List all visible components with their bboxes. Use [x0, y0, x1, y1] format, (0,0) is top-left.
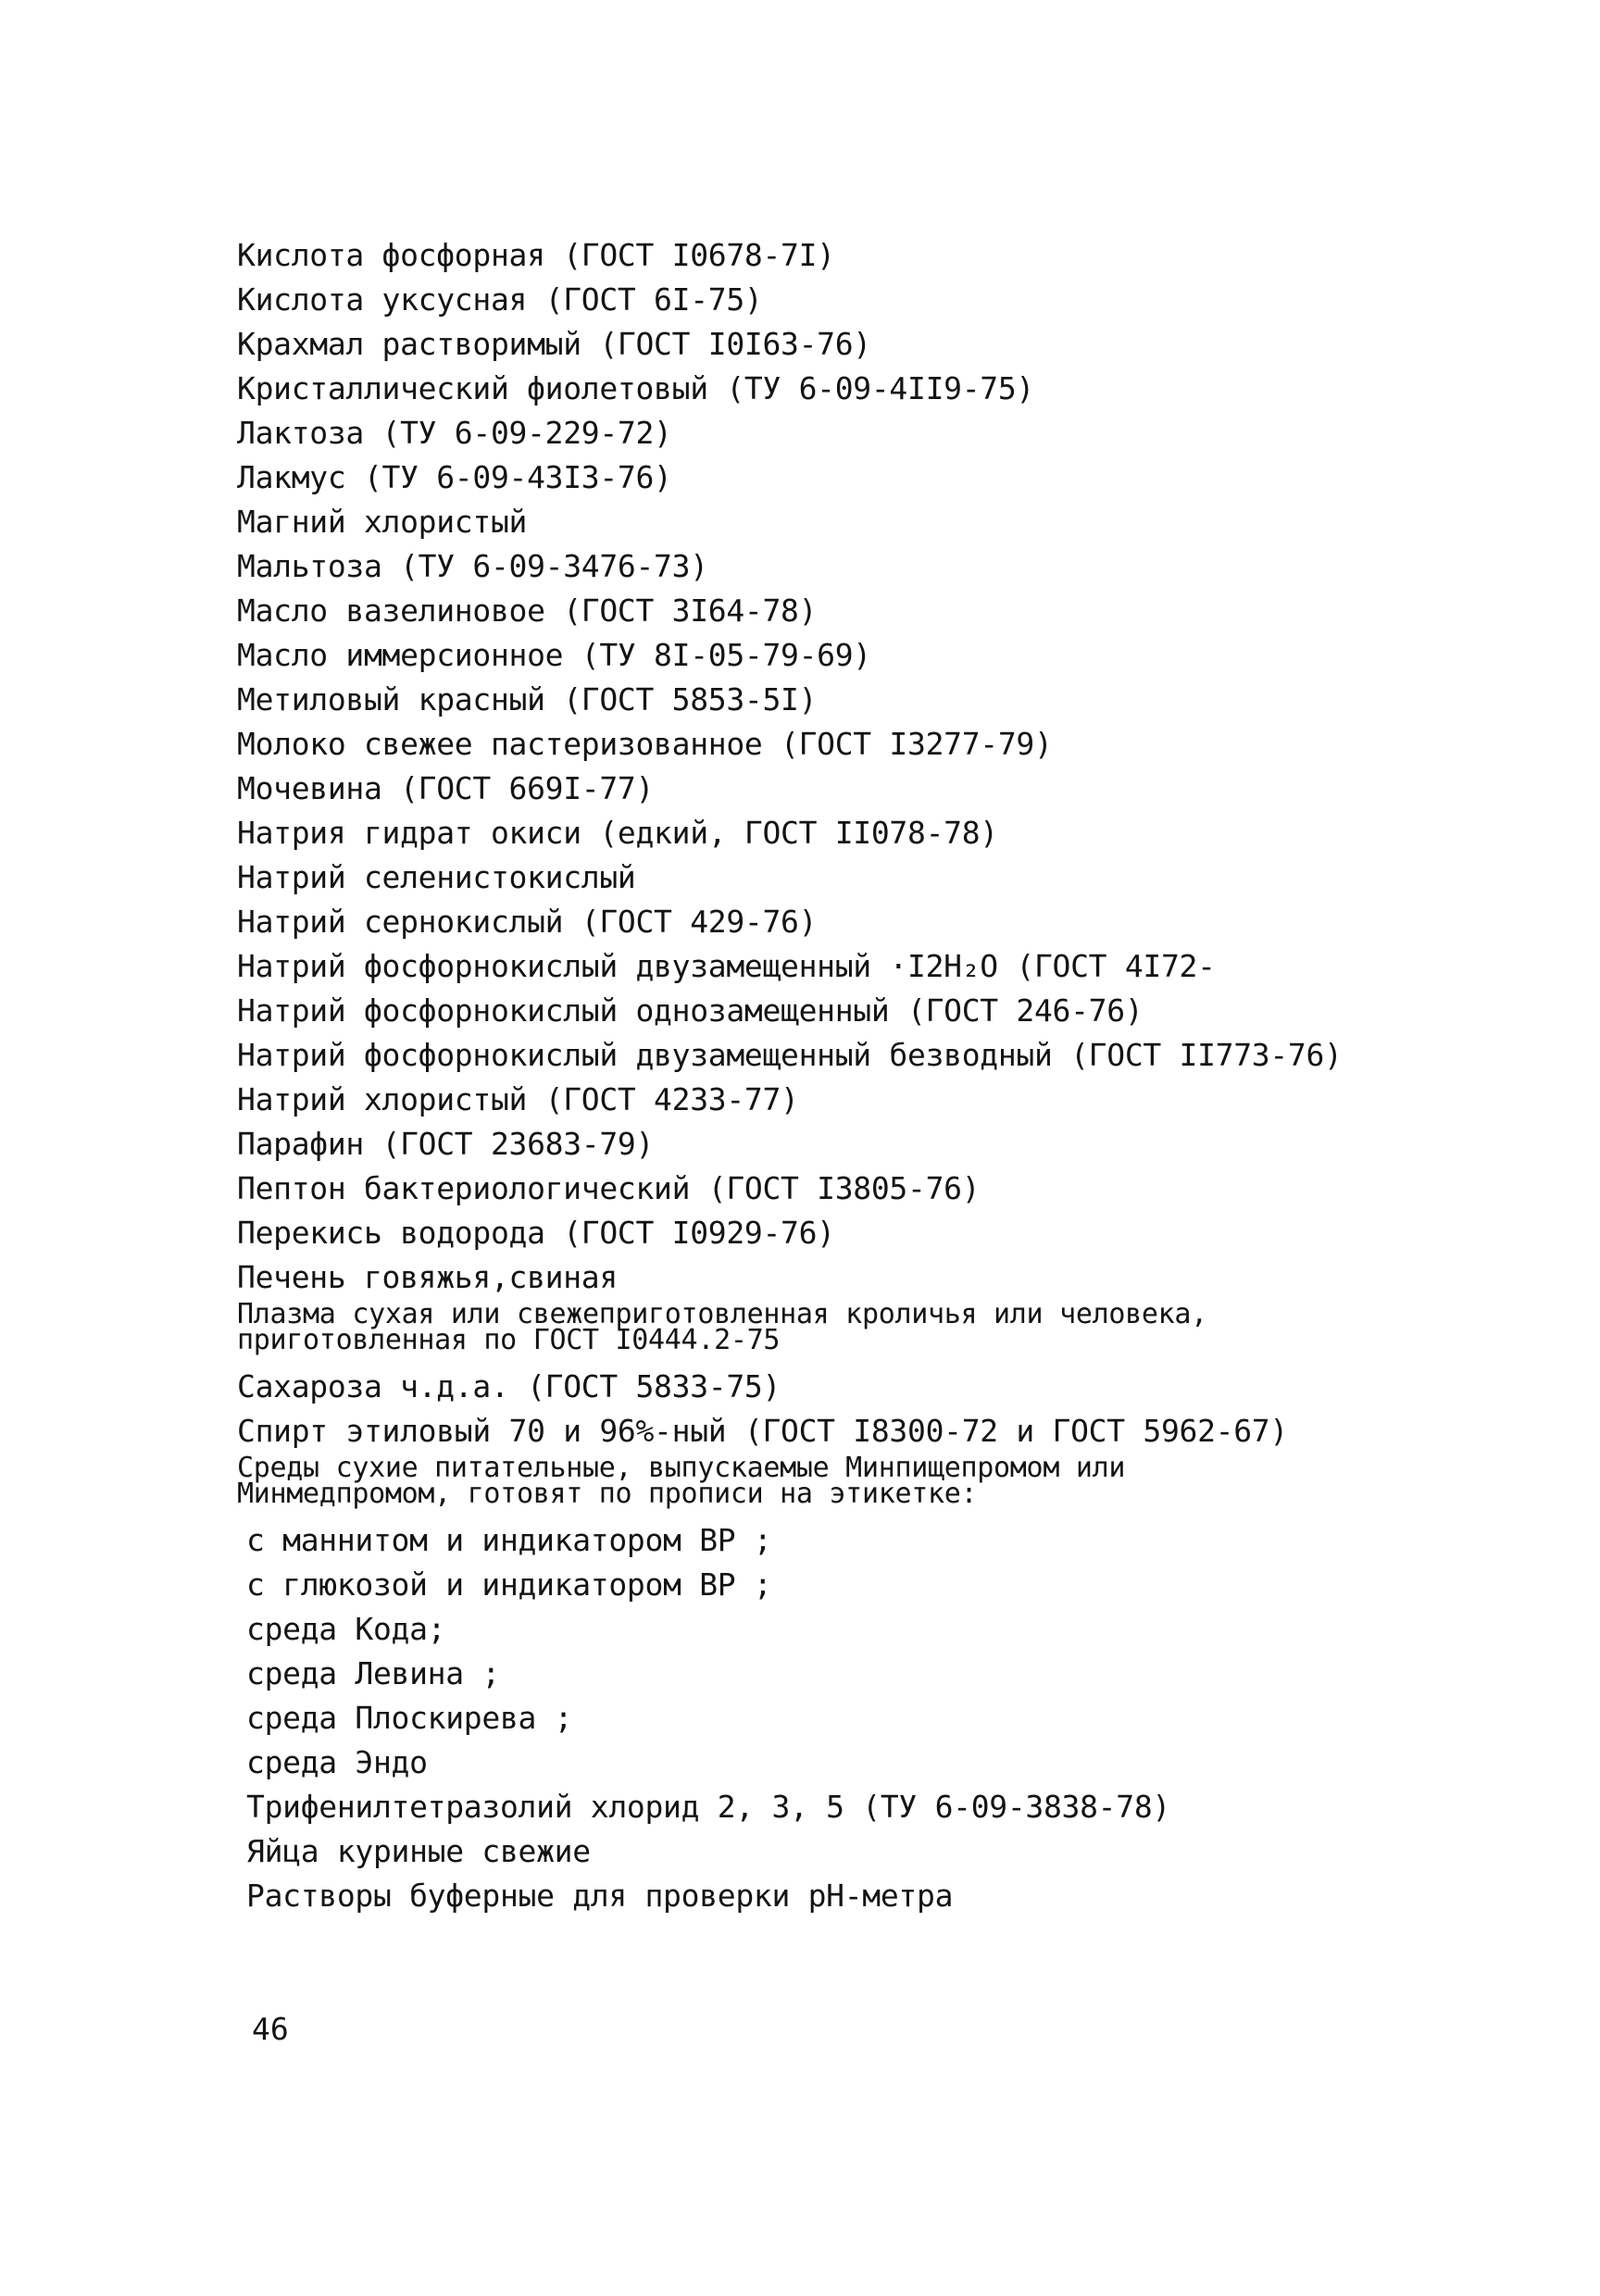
list-item: Магний хлористый [237, 504, 528, 540]
list-item: Натрий селенистокислый [237, 859, 636, 895]
list-item: с глюкозой и индикатором ВР ; [246, 1566, 772, 1603]
list-item: с маннитом и индикатором ВР ; [246, 1522, 772, 1558]
list-item: среда Эндо [246, 1744, 428, 1780]
plasma-line-1: Плазма сухая или свежеприготовленная кроличья или человека, [237, 1298, 1207, 1330]
list-item: Натрий фосфорнокислый двузамещенный ·I2H₂O (ГОСТ 4I72- [237, 948, 1216, 984]
list-item: Кислота уксусная (ГОСТ 6I-75) [237, 281, 763, 318]
list-item: Натрия гидрат окиси (едкий, ГОСТ II078-78) [237, 815, 998, 851]
list-item: Мальтоза (ТУ 6-09-3476-73) [237, 548, 708, 584]
list-item: Масло иммерсионное (ТУ 8I-05-79-69) [237, 637, 871, 673]
list-item: Натрий фосфорнокислый однозамещенный (ГОСТ 246-76) [237, 992, 1144, 1029]
list-item: Пептон бактериологический (ГОСТ I3805-76) [237, 1170, 981, 1206]
list-item-media [237, 1454, 1441, 1515]
list-item: Крахмал растворимый (ГОСТ I0I63-76) [237, 326, 871, 362]
list-item: Сахароза ч.д.а. (ГОСТ 5833-75) [237, 1368, 781, 1404]
media-line-1: Среды сухие питательные, выпускаемые Минпищепромом или [237, 1452, 1126, 1484]
list-item: Яйца куриные свежие [246, 1833, 591, 1869]
list-item-plasma [237, 1300, 1441, 1361]
reagent-list [237, 233, 1441, 1918]
list-item: среда Плоскирева ; [246, 1700, 573, 1736]
list-item: Кислота фосфорная (ГОСТ I0678-7I) [237, 237, 835, 273]
list-item: Натрий фосфорнокислый двузамещенный безводный (ГОСТ II773-76) [237, 1037, 1343, 1073]
list-item: Трифенилтетразолий хлорид 2, 3, 5 (ТУ 6-09-3838-78) [246, 1789, 1170, 1825]
list-item: Молоко свежее пастеризованное (ГОСТ I3277-79) [237, 726, 1053, 762]
list-item: Лактоза (ТУ 6-09-229-72) [237, 415, 672, 451]
list-item: среда Кода; [246, 1611, 446, 1647]
list-item: Масло вазелиновое (ГОСТ 3I64-78) [237, 593, 818, 629]
list-item: Растворы буферные для проверки рН-метра [246, 1878, 954, 1914]
list-item: среда Левина ; [246, 1655, 500, 1691]
plasma-line-2: приготовленная по ГОСТ I0444.2-75 [237, 1324, 781, 1356]
page-number: 46 [252, 2011, 289, 2047]
list-item: Натрий хлористый (ГОСТ 4233-77) [237, 1081, 799, 1117]
list-item: Печень говяжья,свиная [237, 1259, 618, 1295]
list-item: Перекись водорода (ГОСТ I0929-76) [237, 1215, 835, 1251]
list-item: Кристаллический фиолетовый (ТУ 6-09-4II9-75) [237, 370, 1034, 406]
media-line-2: Минмедпромом, готовят по прописи на этикетке: [237, 1478, 978, 1510]
list-item: Мочевина (ГОСТ 669I-77) [237, 770, 655, 806]
list-item: Парафин (ГОСТ 23683-79) [237, 1126, 655, 1162]
list-item: Метиловый красный (ГОСТ 5853-5I) [237, 681, 818, 718]
list-item: Натрий сернокислый (ГОСТ 429-76) [237, 904, 818, 940]
list-item: Лакмус (ТУ 6-09-43I3-76) [237, 459, 672, 495]
list-item: Спирт этиловый 70 и 96%-ный (ГОСТ I8300-72 и ГОСТ 5962-67) [237, 1413, 1288, 1449]
